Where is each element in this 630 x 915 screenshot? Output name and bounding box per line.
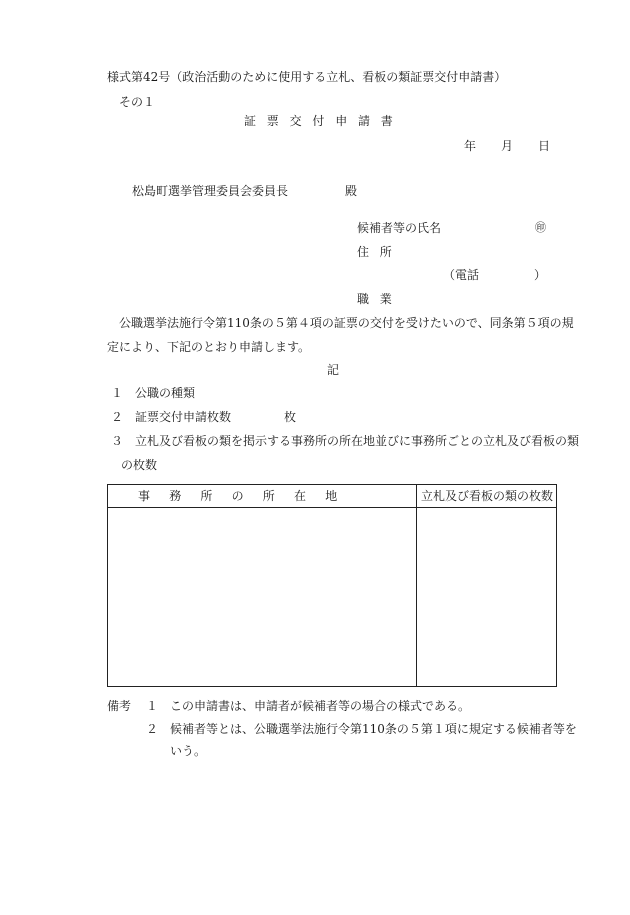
document-title: 証票交付申請書 — [244, 114, 404, 128]
addressee-honorific: 殿 — [345, 184, 358, 198]
table-cell-location[interactable] — [108, 508, 415, 686]
body-text-line-2: 定により、下記のとおり申請します。 — [107, 340, 311, 354]
applicant-address-label: 住所 — [357, 245, 403, 259]
form-number: 様式第42号（政治活動のために使用する立札、看板の類証票交付申請書） — [107, 70, 507, 84]
date-month: 月 — [501, 139, 514, 153]
item-1: １ 公職の種類 — [111, 386, 196, 400]
note-2-line-2: いう。 — [170, 744, 207, 758]
notes-label: 備考 — [107, 699, 132, 713]
applicant-occupation-label: 職業 — [357, 292, 403, 306]
form-sub-number: その１ — [119, 95, 156, 109]
table-header-location: 事務所の所在地 — [138, 489, 357, 503]
ki-heading: 記 — [327, 363, 340, 377]
date-day: 日 — [538, 139, 551, 153]
note-2-line-1: ２ 候補者等とは、公職選挙法施行令第110条の５第１項に規定する候補者等を — [146, 722, 577, 736]
note-1: １ この申請書は、申請者が候補者等の場合の様式である。 — [146, 699, 471, 713]
date-year: 年 — [464, 139, 477, 153]
seal-mark: ㊞ — [535, 221, 546, 234]
item-2-unit: 枚 — [284, 410, 297, 424]
office-table — [107, 484, 557, 687]
item-3-line-2: の枚数 — [121, 458, 158, 472]
phone-close: ） — [534, 268, 547, 282]
body-text-line-1: 公職選挙法施行令第110条の５第４項の証票の交付を受けたいので、同条第５項の規 — [119, 316, 574, 330]
addressee-name: 松島町選挙管理委員会委員長 — [132, 184, 289, 198]
phone-open: （電話 — [443, 268, 480, 282]
item-3-line-1: ３ 立札及び看板の類を掲示する事務所の所在地並びに事務所ごとの立札及び看板の類 — [111, 434, 580, 448]
table-cell-count[interactable] — [417, 508, 556, 686]
table-header-count: 立札及び看板の類の枚数 — [421, 489, 554, 503]
item-2-label: ２ 証票交付申請枚数 — [111, 410, 232, 424]
applicant-name-label: 候補者等の氏名 — [357, 221, 442, 235]
